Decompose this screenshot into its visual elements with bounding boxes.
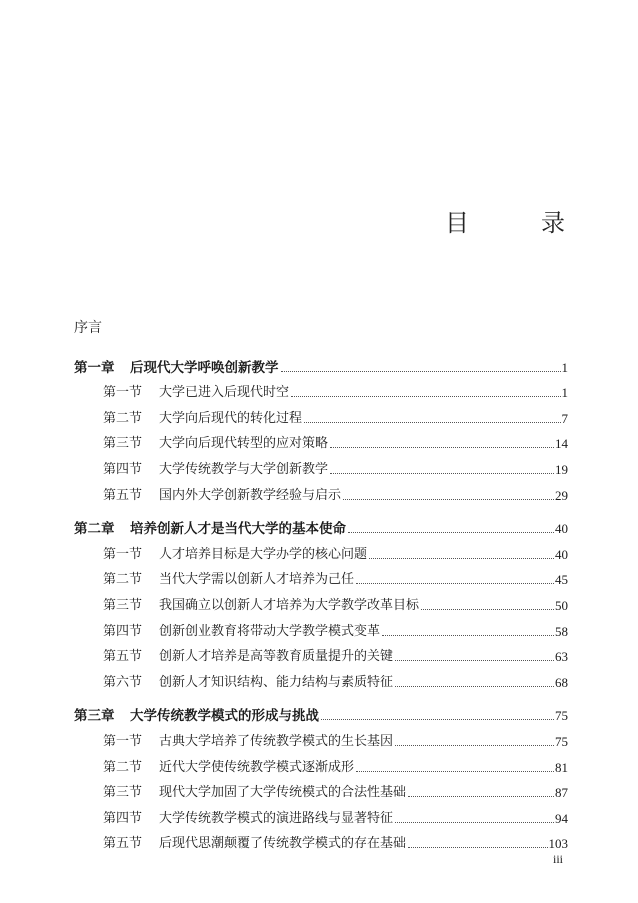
page-number: 63 [555,649,568,665]
table-of-contents [74,318,568,852]
dot-leader [330,473,554,474]
section-title: 创新人才知识结构、能力结构与素质特征 [159,674,394,690]
dot-leader [321,719,554,720]
section-title: 大学传统教学与大学创新教学 [159,461,329,477]
page-number: 94 [555,810,568,826]
dot-leader [382,635,554,636]
toc-section[interactable] [74,427,568,453]
chapter-number: 第三章 [74,708,115,725]
chapter-number: 第一章 [74,359,115,376]
page-number: 68 [555,674,568,690]
section-title: 人才培养目标是大学办学的核心问题 [159,546,368,562]
page-number: 45 [555,572,568,588]
toc-chapter-2[interactable] [74,512,568,538]
section-title: 大学传统教学模式的演进路线与显著特征 [159,810,394,826]
toc-section[interactable] [74,401,568,427]
page-number: 14 [555,436,568,452]
section-number: 第二节 [103,410,143,426]
toc-section[interactable] [74,750,568,776]
dot-leader [281,371,561,372]
section-title: 现代大学加固了大学传统模式的合法性基础 [159,785,407,801]
section-number: 第六节 [103,674,143,690]
dot-leader [408,847,547,848]
dot-leader [356,771,554,772]
dot-leader [348,532,554,533]
toc-section[interactable] [74,640,568,666]
page-number: 103 [548,836,568,852]
section-title: 后现代思潮颠覆了传统教学模式的存在基础 [159,836,407,852]
page-number: 1 [561,385,568,401]
dot-leader [421,609,554,610]
toc-entry-preface[interactable]: 序言 [74,320,102,336]
page-number: 40 [555,521,568,537]
chapter-title: 培养创新人才是当代大学的基本使命 [130,521,346,538]
section-title: 创新人才培养是高等教育质量提升的关键 [159,649,394,665]
chapter-number: 第二章 [74,521,115,538]
dot-leader [356,583,554,584]
dot-leader [330,447,554,448]
section-title: 国内外大学创新教学经验与启示 [159,487,342,503]
section-title: 近代大学使传统教学模式逐渐成形 [159,759,355,775]
toc-section[interactable] [74,452,568,478]
section-number: 第一节 [103,733,143,749]
chapter-spacer [74,691,568,699]
section-number: 第一节 [103,546,143,562]
section-number: 第三节 [103,597,143,613]
page-number: 50 [555,597,568,613]
dot-leader [343,499,554,500]
toc-chapter-3[interactable] [74,699,568,725]
section-number: 第五节 [103,487,143,503]
toc-section[interactable] [74,376,568,402]
toc-section[interactable] [74,827,568,853]
section-number: 第三节 [103,785,143,801]
page-number: 29 [555,487,568,503]
section-number: 第二节 [103,572,143,588]
toc-section[interactable] [74,801,568,827]
section-title: 大学已进入后现代时空 [159,385,290,401]
page-number: 58 [555,623,568,639]
toc-section[interactable] [74,478,568,504]
toc-chapter-1[interactable] [74,350,568,376]
dot-leader [369,558,554,559]
page-number: 75 [555,733,568,749]
dot-leader [291,396,560,397]
toc-section[interactable] [74,614,568,640]
page-number: 81 [555,759,568,775]
toc-section[interactable] [74,776,568,802]
chapter-spacer [74,504,568,512]
section-number: 第四节 [103,623,143,639]
section-number: 第四节 [103,810,143,826]
section-number: 第一节 [103,385,143,401]
toc-section[interactable] [74,665,568,691]
page-number: 40 [555,546,568,562]
page-title: 目 录 [445,209,565,237]
chapter-title: 后现代大学呼唤创新教学 [130,359,279,376]
section-title: 大学向后现代的转化过程 [159,410,303,426]
toc-section[interactable] [74,724,568,750]
page-number: 1 [561,359,568,375]
section-number: 第五节 [103,649,143,665]
page-folio: iii [553,852,564,866]
dot-leader [395,745,554,746]
dot-leader [395,660,554,661]
dot-leader [395,822,554,823]
section-number: 第四节 [103,461,143,477]
page-number: 19 [555,461,568,477]
toc-section[interactable] [74,588,568,614]
dot-leader [408,796,554,797]
page-number: 87 [555,785,568,801]
section-number: 第五节 [103,836,143,852]
dot-leader [304,422,560,423]
section-number: 第三节 [103,436,143,452]
section-title: 大学向后现代转型的应对策略 [159,436,329,452]
chapter-title: 大学传统教学模式的形成与挑战 [130,708,319,725]
section-title: 古典大学培养了传统教学模式的生长基因 [159,733,394,749]
page-number: 75 [555,708,568,724]
section-title: 我国确立以创新人才培养为大学教学改革目标 [159,597,420,613]
page-number: 7 [561,410,568,426]
section-title: 创新创业教育将带动大学教学模式变革 [159,623,381,639]
toc-section[interactable] [74,537,568,563]
section-title: 当代大学需以创新人才培养为己任 [159,572,355,588]
section-number: 第二节 [103,759,143,775]
toc-section[interactable] [74,563,568,589]
dot-leader [395,686,554,687]
